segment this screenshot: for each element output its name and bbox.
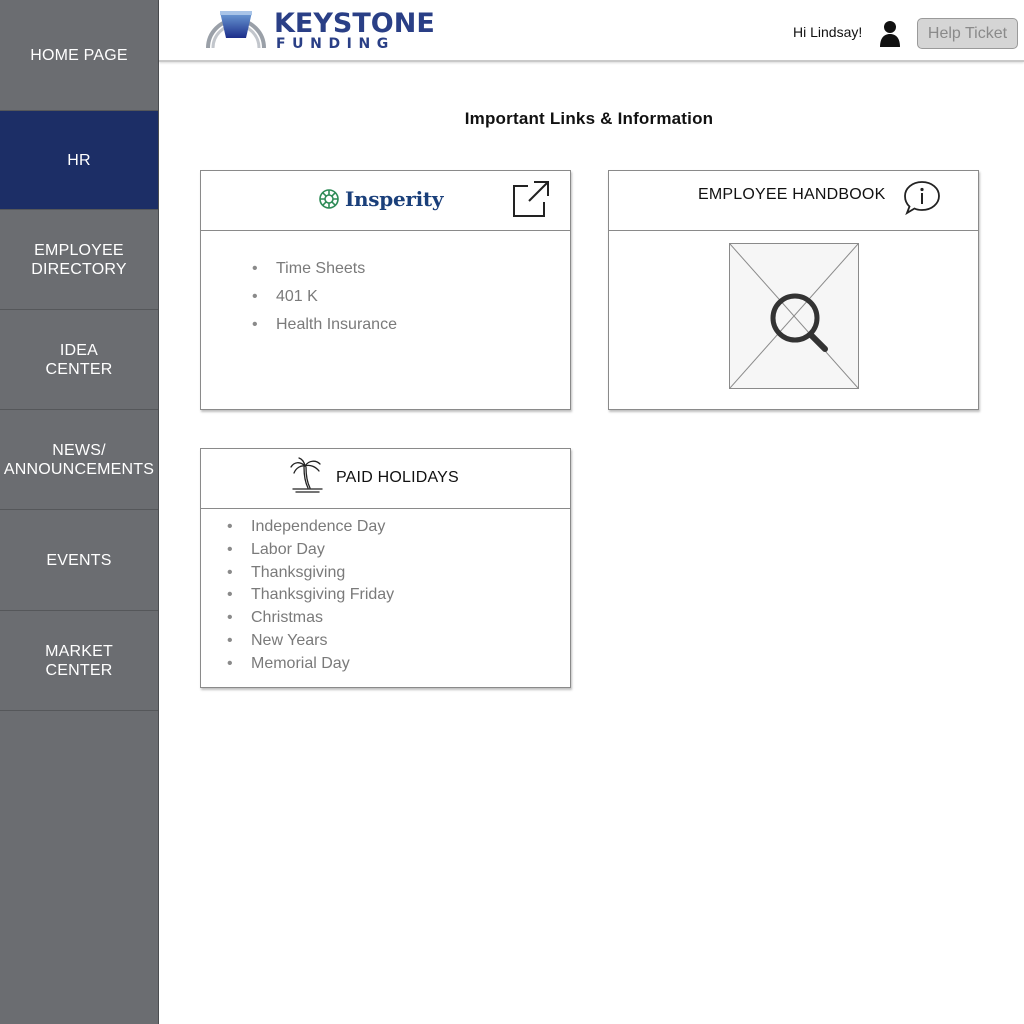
sidebar-item-hr[interactable]: HR [0, 111, 158, 210]
sidebar-item-home-page[interactable]: HOME PAGE [0, 0, 158, 111]
header [159, 0, 1024, 62]
employee-handbook-card [608, 170, 979, 410]
search-icon [730, 244, 858, 388]
holiday-item: • Labor Day [227, 539, 394, 562]
holiday-item: • New Years [227, 630, 394, 653]
user-icon[interactable] [879, 20, 901, 48]
sidebar-item-events[interactable]: EVENTS [0, 510, 158, 611]
holiday-item: • Independence Day [227, 516, 394, 539]
holiday-item: • Thanksgiving [227, 562, 394, 585]
sidebar-item-employee-directory[interactable]: EMPLOYEE DIRECTORY [0, 210, 158, 310]
link-401k[interactable]: • 401 K [252, 283, 397, 311]
sidebar [0, 0, 159, 1024]
insperity-logo-icon [317, 187, 341, 211]
external-link-icon[interactable] [512, 180, 550, 218]
holidays-card-header [201, 449, 570, 509]
logo-text-funding: FUNDING [276, 36, 395, 52]
palm-tree-icon [289, 457, 325, 493]
handbook-image-placeholder[interactable] [729, 243, 859, 389]
page-title: Important Links & Information [464, 109, 714, 128]
holiday-item: • Memorial Day [227, 653, 394, 676]
holidays-list [227, 516, 394, 676]
holidays-title: PAID HOLIDAYS [336, 469, 459, 486]
help-ticket-button[interactable]: Help Ticket [917, 18, 1018, 49]
insperity-logo[interactable] [317, 187, 443, 211]
holiday-item: • Christmas [227, 607, 394, 630]
insperity-card-header [201, 171, 570, 231]
keystone-logo-icon [204, 10, 268, 50]
insperity-logo-text: Insperity [345, 187, 444, 211]
insperity-card [200, 170, 571, 410]
sidebar-item-news-announcements[interactable]: NEWS/ ANNOUNCEMENTS [0, 410, 158, 510]
insperity-links-list [252, 255, 397, 339]
sidebar-item-market-center[interactable]: MARKET CENTER [0, 611, 158, 711]
handbook-card-header [609, 171, 978, 231]
link-time-sheets[interactable]: • Time Sheets [252, 255, 397, 283]
logo-text-keystone: KEYSTONE [274, 8, 435, 39]
sidebar-item-idea-center[interactable]: IDEA CENTER [0, 310, 158, 410]
user-greeting: Hi Lindsay! [793, 24, 863, 40]
info-speech-icon[interactable] [902, 180, 942, 216]
link-health-insurance[interactable]: • Health Insurance [252, 311, 397, 339]
handbook-title: EMPLOYEE HANDBOOK [698, 186, 886, 203]
holiday-item: • Thanksgiving Friday [227, 584, 394, 607]
paid-holidays-card [200, 448, 571, 688]
keystone-logo[interactable] [204, 8, 435, 54]
